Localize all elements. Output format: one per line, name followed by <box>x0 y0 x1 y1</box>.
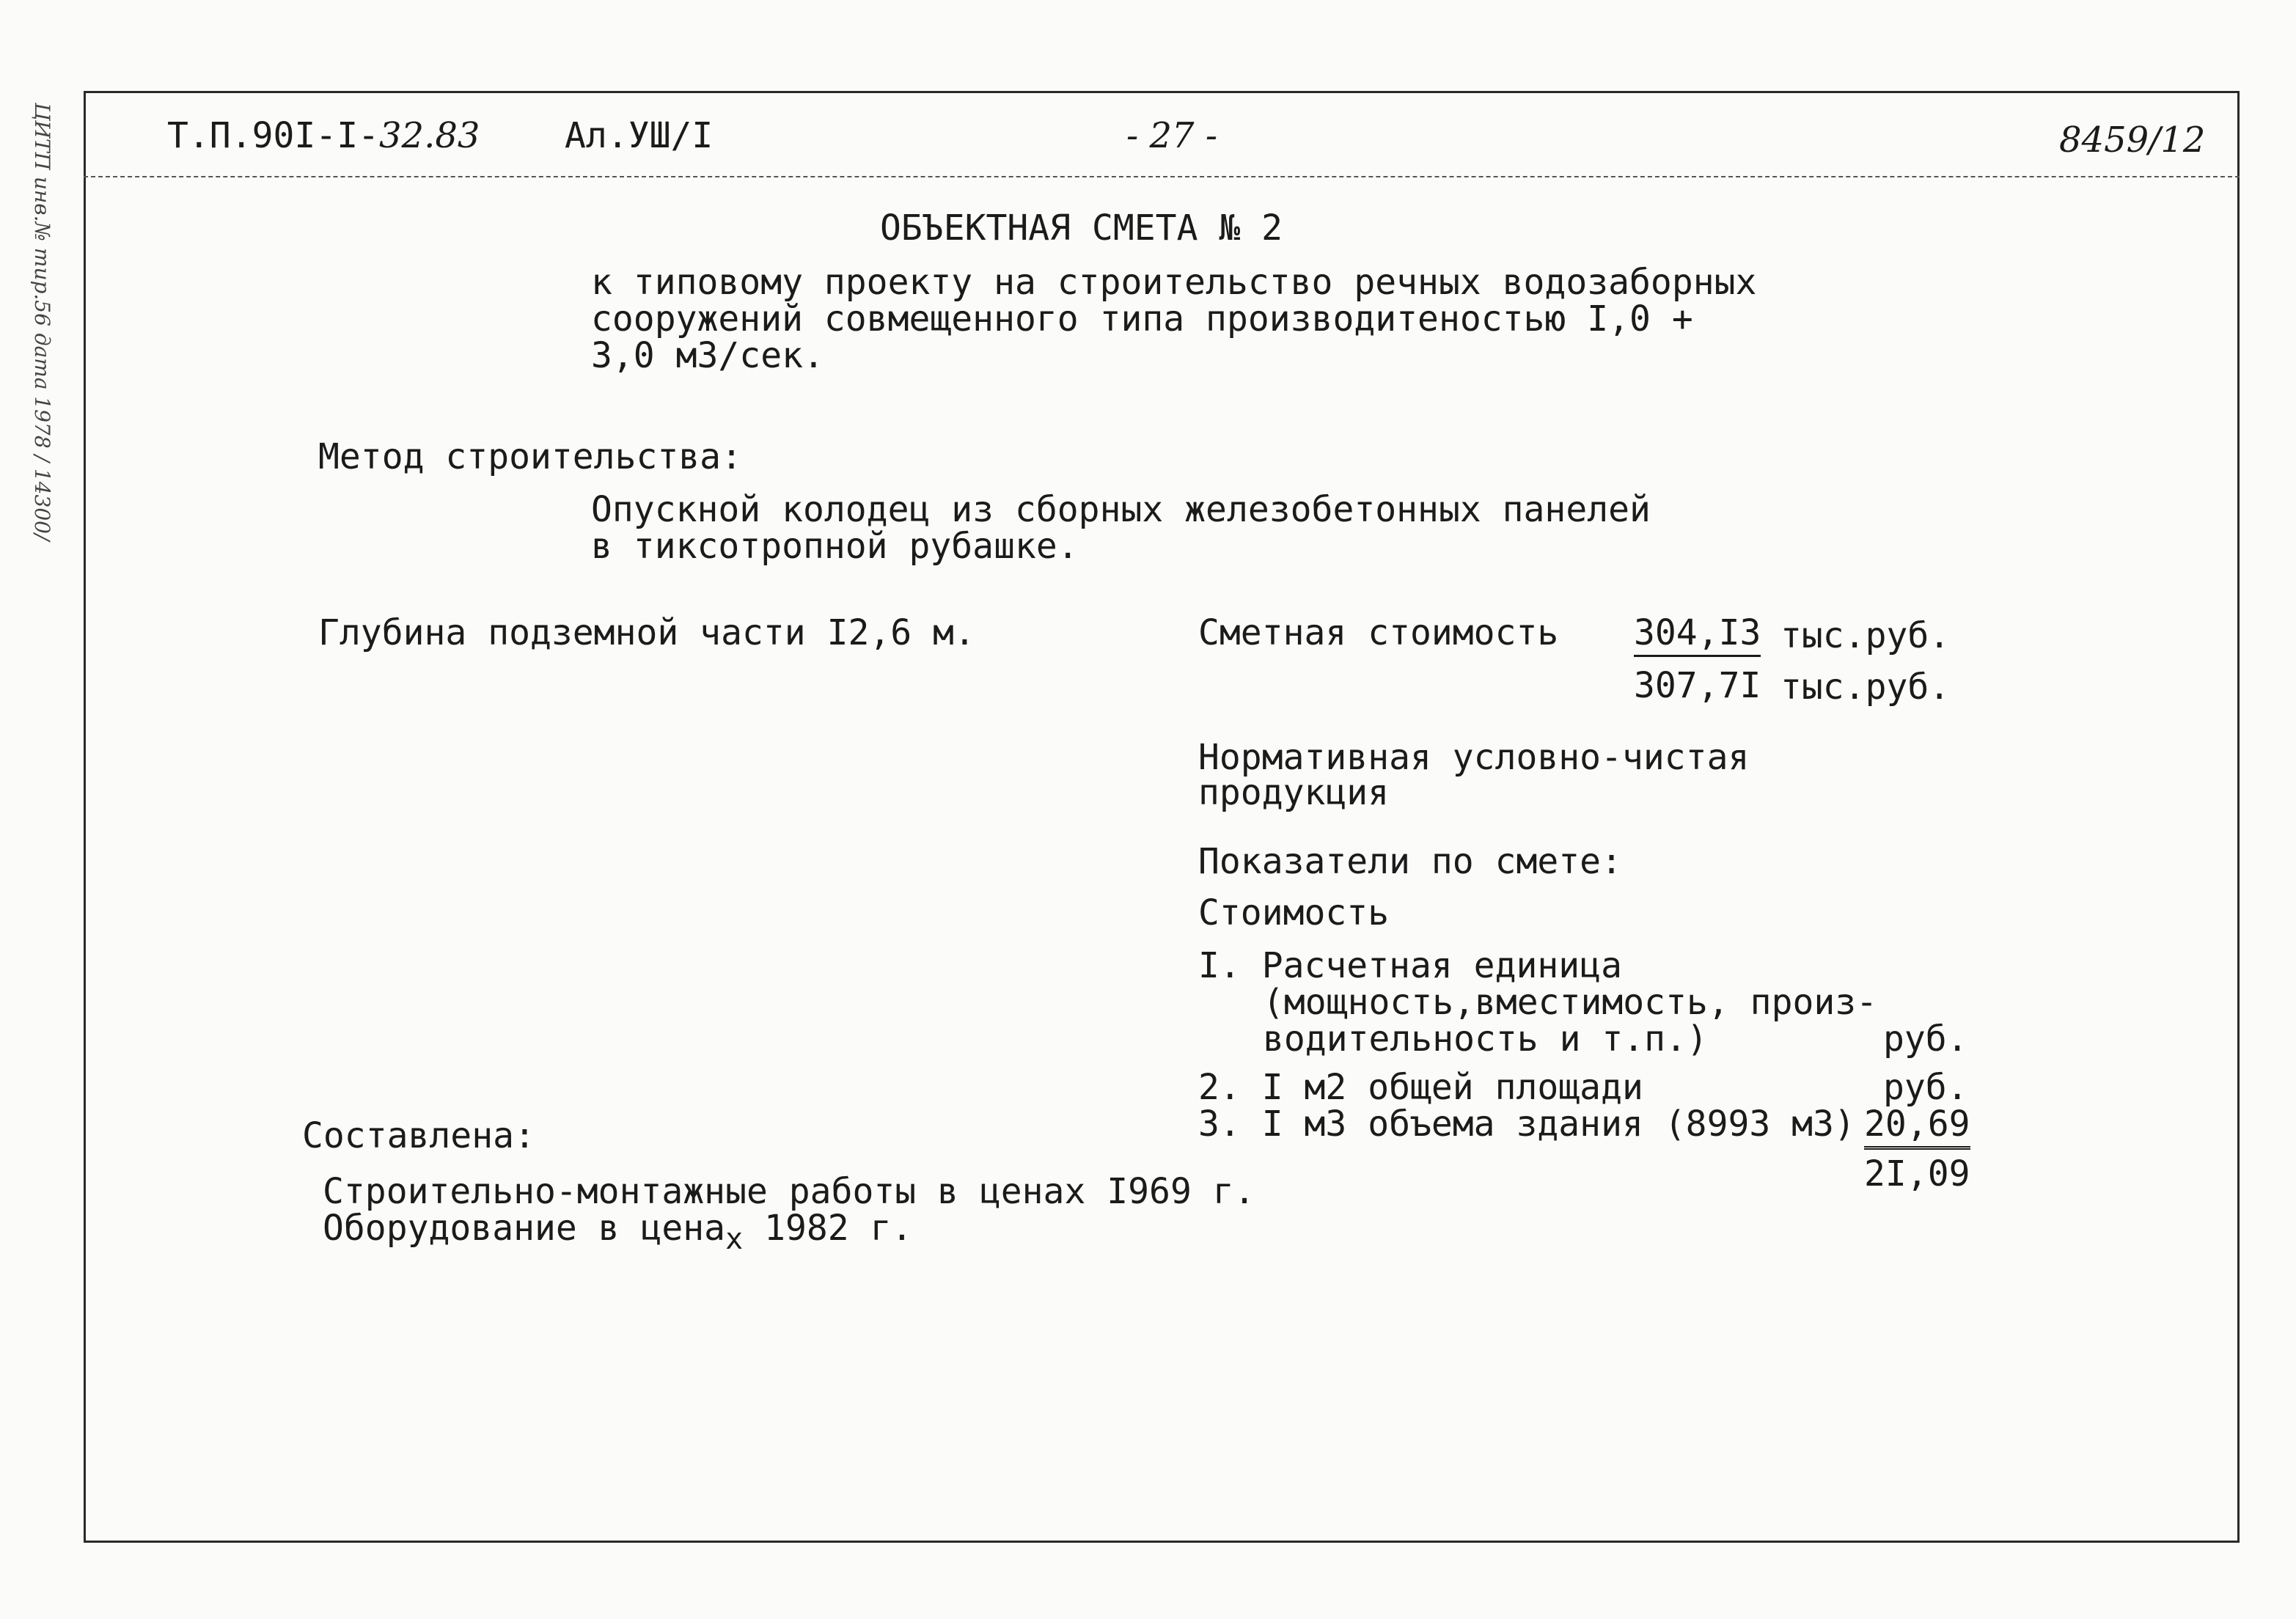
indicator-3-value-1 <box>1864 1104 1970 1145</box>
inventory-number: 8459/12 <box>2059 120 2206 161</box>
cost-unit-2: тыс.руб. <box>1780 667 1951 708</box>
cost-unit-1: тыс.руб. <box>1780 615 1951 656</box>
document-title: ОБЪЕКТНАЯ СМЕТА № 2 <box>880 208 1283 249</box>
subtitle-line-2: сооружений совмещенного типа производитеностью I,0 + <box>591 298 1693 339</box>
indicator-2: 2. I м2 общей площади <box>1198 1067 1643 1108</box>
doc-code-printed: Т.П.90I-I- <box>167 115 379 156</box>
compiled-label: Составлена: <box>302 1115 535 1156</box>
indicator-3: 3. I м3 объема здания (8993 м3) <box>1198 1104 1855 1145</box>
indicator-1-line-1: I. Расчетная единица <box>1198 945 1622 986</box>
side-stamp-text: ЦИТП инв.№ тир.56 дата 1978 / 14300/ <box>30 103 54 541</box>
compiled-line-2-sub: х <box>725 1222 744 1256</box>
cost-value-1 <box>1634 614 1761 651</box>
cost-label: Сметная стоимость <box>1198 612 1559 653</box>
compiled-line-2 <box>323 1208 913 1256</box>
indicator-1-line-3: водительность и т.п.) <box>1263 1018 1708 1060</box>
subtitle-line-3: 3,0 м3/сек. <box>591 335 824 376</box>
cost-value-1-text: 304,I3 <box>1634 612 1761 657</box>
indicators-cost-label: Стоимость <box>1198 892 1390 933</box>
method-line-1: Опускной колодец из сборных железобетонных панелей <box>591 489 1651 530</box>
album-code: Ал.УШ/I <box>565 115 714 156</box>
compiled-line-1: Строительно-монтажные работы в ценах I969 г. <box>323 1171 1255 1212</box>
page-number: - 27 - <box>1126 115 1218 156</box>
doc-code-handwritten: 32.83 <box>378 115 480 156</box>
indicator-1-line-2: (мощность,вместимость, произ- <box>1263 982 1878 1023</box>
indicator-2-unit: руб. <box>1883 1067 1968 1108</box>
header-divider <box>84 176 2240 177</box>
normative-line-1: Нормативная условно-чистая <box>1198 737 1750 778</box>
method-label: Метод строительства: <box>318 436 742 477</box>
side-archive-stamp <box>22 103 66 601</box>
method-line-2: в тиксотропной рубашке. <box>591 526 1079 567</box>
compiled-line-2-a: Оборудование в цена <box>323 1208 726 1249</box>
normative-line-2: продукция <box>1198 772 1390 813</box>
indicator-3-value-1-text: 20,69 <box>1864 1104 1970 1150</box>
doc-code <box>167 117 480 154</box>
cost-value-2: 307,7I <box>1634 665 1761 706</box>
compiled-line-2-b: 1982 г. <box>743 1208 913 1249</box>
indicators-label: Показатели по смете: <box>1198 841 1622 882</box>
subtitle-line-1: к типовому проекту на строительство речных водозаборных <box>591 262 1757 303</box>
depth-text: Глубина подземной части I2,6 м. <box>318 612 975 653</box>
indicator-3-value-2: 2I,09 <box>1864 1153 1970 1194</box>
indicator-1-unit: руб. <box>1883 1018 1968 1060</box>
